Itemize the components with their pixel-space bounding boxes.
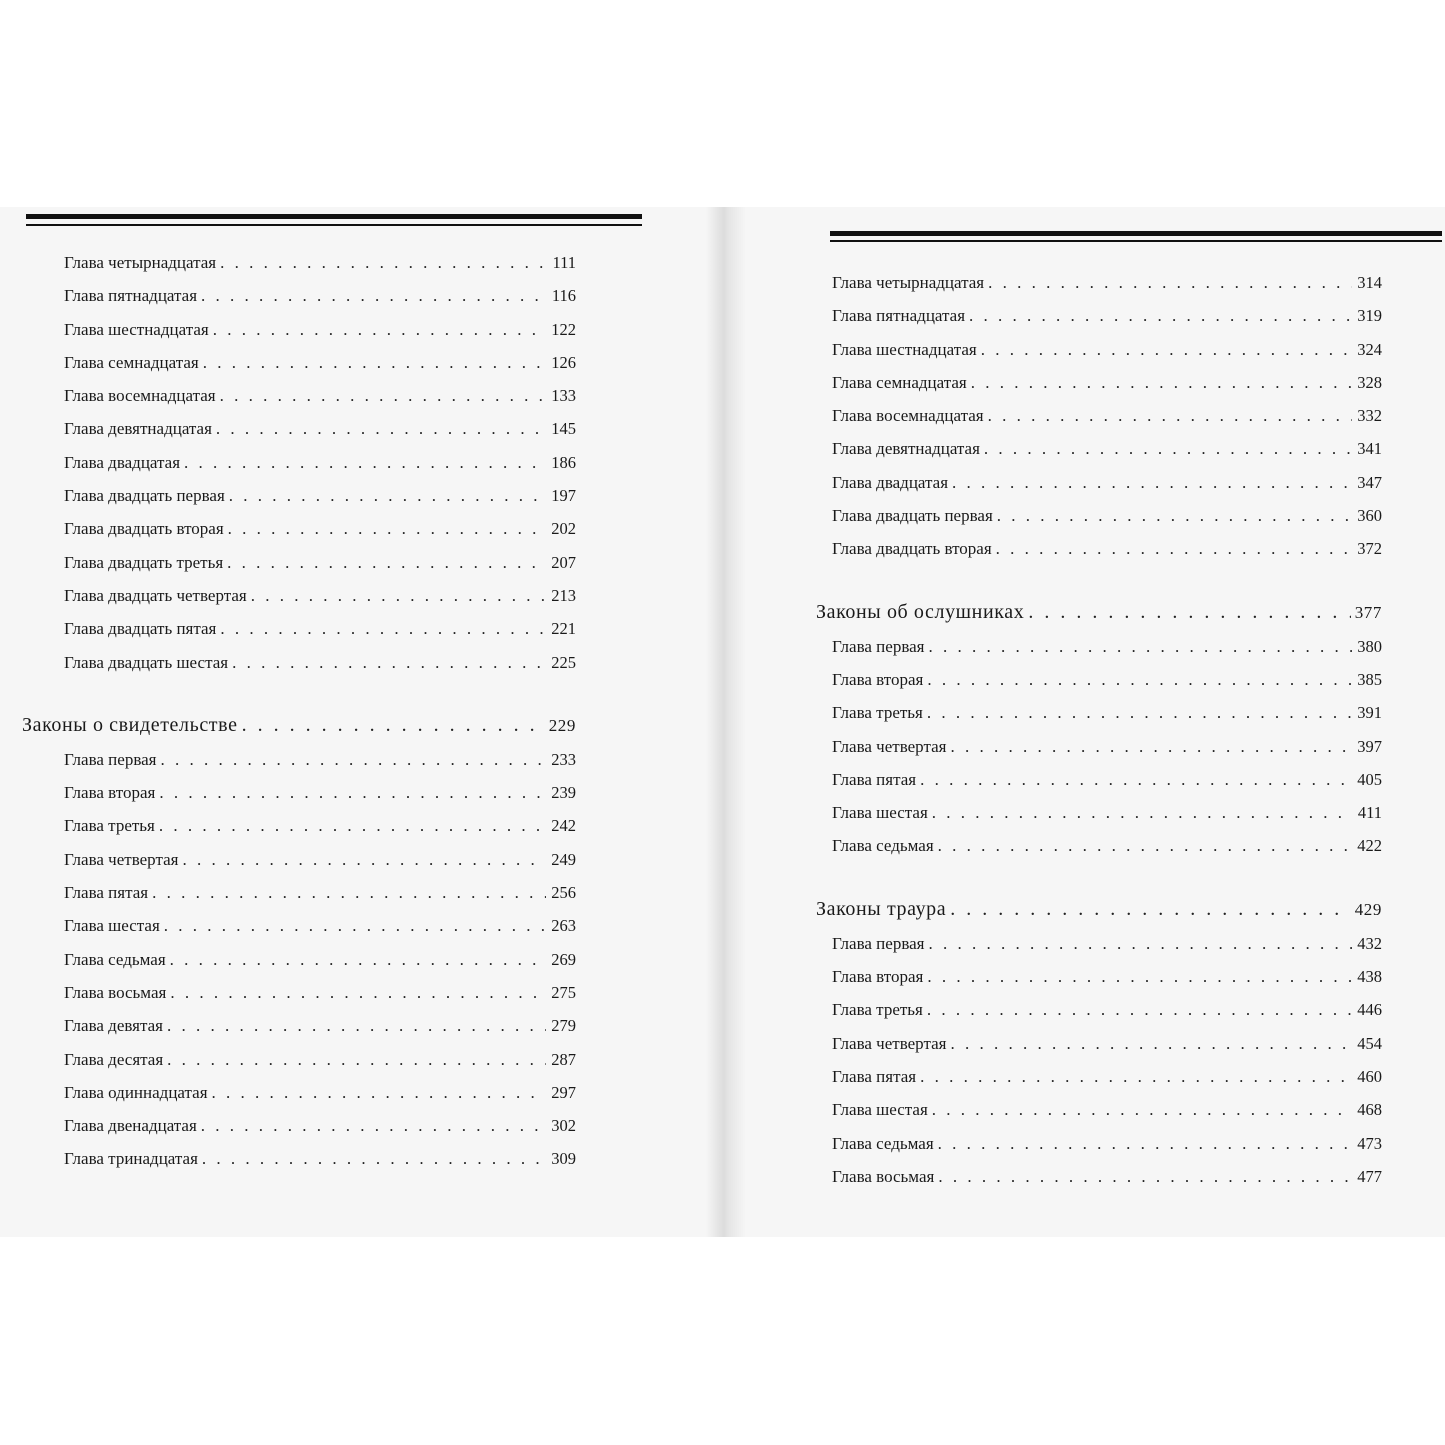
toc-entry	[56, 1016, 576, 1049]
dot-leader	[938, 1167, 1352, 1187]
dot-leader	[927, 703, 1352, 723]
page-number: 116	[551, 286, 576, 306]
chapter-title: Глава шестая	[64, 916, 160, 936]
page-number: 287	[551, 1049, 576, 1069]
dot-leader	[167, 1016, 546, 1036]
chapter-title: Глава четвертая	[832, 1033, 947, 1053]
dot-leader	[167, 1050, 546, 1070]
dot-leader	[201, 1116, 546, 1136]
page-number: 460	[1357, 1066, 1382, 1086]
chapter-title: Глава шестнадцатая	[832, 339, 977, 359]
dot-leader	[950, 737, 1352, 757]
toc-entry	[56, 320, 576, 353]
page-number: 145	[551, 419, 576, 439]
section-page-number: 429	[1354, 899, 1382, 919]
toc-entry	[824, 439, 1382, 472]
toc-entry	[56, 286, 576, 319]
dot-leader	[969, 306, 1352, 326]
page-number: 297	[551, 1082, 576, 1102]
chapter-title: Глава четвертая	[64, 849, 179, 869]
chapter-title: Глава третья	[832, 1000, 923, 1020]
toc-entry	[56, 1149, 576, 1182]
chapter-title: Глава восемнадцатая	[64, 386, 216, 406]
toc-entry	[56, 1116, 576, 1149]
page-number: 347	[1357, 472, 1382, 492]
page-number: 225	[551, 652, 576, 672]
toc-entry	[824, 703, 1382, 736]
page-number: 422	[1357, 836, 1382, 856]
toc-entry	[824, 934, 1382, 967]
toc-entry	[824, 273, 1382, 306]
header-rule-thick	[26, 214, 642, 219]
dot-leader	[229, 486, 546, 506]
toc-entry	[56, 750, 576, 783]
toc-entry	[824, 306, 1382, 339]
toc-entry	[824, 836, 1382, 869]
toc-entry	[56, 253, 576, 286]
chapter-title: Глава шестнадцатая	[64, 319, 209, 339]
dot-leader	[950, 1034, 1352, 1054]
dot-leader	[1028, 601, 1350, 624]
toc-entry	[824, 670, 1382, 703]
dot-leader	[927, 967, 1352, 987]
dot-leader	[927, 670, 1352, 690]
page-number: 332	[1357, 406, 1382, 426]
chapter-title: Глава третья	[64, 816, 155, 836]
section-page-number: 377	[1354, 602, 1382, 622]
page-number: 242	[551, 816, 576, 836]
table-of-contents	[816, 273, 1382, 1200]
page-number: 122	[551, 319, 576, 339]
page-number: 263	[551, 916, 576, 936]
dot-leader	[981, 340, 1352, 360]
toc-entry	[824, 637, 1382, 670]
chapter-title: Глава вторая	[64, 783, 156, 803]
section-title: Законы траура	[816, 897, 947, 920]
page-number: 446	[1357, 1000, 1382, 1020]
dot-leader	[216, 419, 546, 439]
page-number: 256	[551, 883, 576, 903]
toc-entry	[56, 619, 576, 652]
page-number: 126	[551, 352, 576, 372]
toc-entry	[56, 653, 576, 686]
chapter-list	[56, 253, 576, 686]
page-number: 302	[551, 1116, 576, 1136]
toc-entry	[824, 737, 1382, 770]
chapter-list	[56, 750, 576, 1183]
toc-entry	[56, 386, 576, 419]
dot-leader	[929, 934, 1353, 954]
chapter-title: Глава двадцать четвертая	[64, 585, 247, 605]
chapter-title: Глава двадцать пятая	[64, 619, 217, 639]
dot-leader	[971, 373, 1352, 393]
toc-entry	[56, 783, 576, 816]
chapter-title: Глава шестая	[832, 803, 928, 823]
dot-leader	[170, 950, 546, 970]
chapter-title: Глава девятая	[64, 1016, 163, 1036]
chapter-title: Глава двадцатая	[832, 472, 949, 492]
page-number: 411	[1357, 803, 1382, 823]
dot-leader	[984, 439, 1352, 459]
toc-entry	[824, 967, 1382, 1000]
page-number: 405	[1357, 769, 1382, 789]
dot-leader	[202, 1149, 546, 1169]
dot-leader	[203, 353, 546, 373]
page-number: 309	[551, 1149, 576, 1169]
dot-leader	[929, 637, 1353, 657]
chapter-title: Глава первая	[64, 749, 157, 769]
section-heading	[816, 898, 1382, 934]
section-page-number: 229	[548, 715, 576, 735]
page-number: 473	[1357, 1133, 1382, 1153]
toc-entry	[56, 816, 576, 849]
page-number: 432	[1357, 933, 1382, 953]
chapter-title: Глава вторая	[832, 967, 924, 987]
toc-entry	[824, 803, 1382, 836]
chapter-title: Глава одиннадцатая	[64, 1082, 208, 1102]
toc-entry	[824, 373, 1382, 406]
page-number: 468	[1357, 1100, 1382, 1120]
toc-entry	[824, 770, 1382, 803]
header-rule-thick	[830, 231, 1442, 236]
header-rule-thin	[830, 240, 1442, 242]
chapter-title: Глава первая	[832, 636, 925, 656]
chapter-title: Глава двадцать третья	[64, 552, 224, 572]
page-number: 133	[551, 386, 576, 406]
chapter-title: Глава пятнадцатая	[64, 286, 198, 306]
page-number: 249	[551, 849, 576, 869]
chapter-list	[824, 934, 1382, 1200]
toc-entry	[56, 486, 576, 519]
page-number: 341	[1357, 439, 1382, 459]
chapter-title: Глава первая	[832, 933, 925, 953]
chapter-title: Глава восьмая	[64, 982, 167, 1002]
chapter-title: Глава пятая	[832, 1066, 917, 1086]
chapter-title: Глава двенадцатая	[64, 1116, 197, 1136]
page-number: 213	[551, 585, 576, 605]
chapter-title: Глава двадцать шестая	[64, 652, 229, 672]
page-number: 380	[1357, 636, 1382, 656]
dot-leader	[932, 1100, 1352, 1120]
chapter-title: Глава двадцать вторая	[64, 519, 224, 539]
section-title: Законы об ослушниках	[816, 600, 1025, 623]
chapter-title: Глава четырнадцатая	[64, 253, 217, 272]
toc-entry	[56, 916, 576, 949]
dot-leader	[988, 406, 1352, 426]
chapter-title: Глава восьмая	[832, 1166, 935, 1186]
page-number: 360	[1357, 506, 1382, 526]
dot-leader	[213, 320, 546, 340]
page-number: 239	[551, 783, 576, 803]
dot-leader	[161, 750, 547, 770]
toc-entry	[56, 950, 576, 983]
toc-entry	[824, 1167, 1382, 1200]
toc-entry	[56, 883, 576, 916]
chapter-title: Глава пятнадцатая	[832, 306, 966, 326]
chapter-title: Глава седьмая	[64, 949, 166, 969]
page-number: 319	[1357, 306, 1382, 326]
dot-leader	[220, 386, 546, 406]
chapter-title: Глава двадцать первая	[64, 486, 225, 506]
dot-leader	[227, 553, 546, 573]
chapter-title: Глава семнадцатая	[832, 372, 967, 392]
dot-leader	[164, 916, 546, 936]
chapter-title: Глава третья	[832, 703, 923, 723]
toc-entry	[824, 1100, 1382, 1133]
section-heading	[22, 714, 576, 750]
page-number: 207	[551, 552, 576, 572]
dot-leader	[228, 519, 546, 539]
right-page	[746, 207, 1445, 1237]
dot-leader	[927, 1000, 1352, 1020]
toc-entry	[56, 983, 576, 1016]
chapter-title: Глава двадцать вторая	[832, 539, 992, 559]
chapter-title: Глава девятнадцатая	[832, 439, 980, 459]
dot-leader	[997, 506, 1352, 526]
toc-entry	[824, 1034, 1382, 1067]
toc-entry	[56, 453, 576, 486]
page-number: 111	[552, 253, 576, 272]
section-title: Законы о свидетельстве	[22, 713, 238, 736]
toc-entry	[824, 340, 1382, 373]
dot-leader	[920, 770, 1352, 790]
chapter-title: Глава семнадцатая	[64, 352, 199, 372]
table-of-contents	[22, 253, 576, 1183]
toc-entry	[824, 1134, 1382, 1167]
dot-leader	[159, 783, 546, 803]
dot-leader	[220, 619, 546, 639]
chapter-title: Глава двадцать первая	[832, 506, 993, 526]
chapter-title: Глава пятая	[832, 769, 917, 789]
section-heading	[816, 601, 1382, 637]
page-number: 397	[1357, 736, 1382, 756]
page-number: 324	[1357, 339, 1382, 359]
header-rule-thin	[26, 224, 642, 226]
toc-entry	[824, 473, 1382, 506]
page-number: 391	[1357, 703, 1382, 723]
toc-entry	[56, 553, 576, 586]
page-number: 221	[551, 619, 576, 639]
book-gutter	[706, 207, 746, 1237]
page-number: 233	[551, 749, 576, 769]
dot-leader	[232, 653, 546, 673]
toc-entry	[56, 586, 576, 619]
chapter-title: Глава четырнадцатая	[832, 273, 985, 292]
toc-entry	[56, 353, 576, 386]
page-number: 279	[551, 1016, 576, 1036]
dot-leader	[950, 898, 1350, 921]
dot-leader	[242, 714, 545, 737]
chapter-title: Глава седьмая	[832, 1133, 934, 1153]
page-number: 186	[551, 452, 576, 472]
chapter-title: Глава девятнадцатая	[64, 419, 212, 439]
chapter-title: Глава шестая	[832, 1100, 928, 1120]
page-number: 372	[1357, 539, 1382, 559]
toc-entry	[56, 1083, 576, 1116]
chapter-list	[824, 637, 1382, 870]
page-number: 438	[1357, 967, 1382, 987]
chapter-title: Глава седьмая	[832, 836, 934, 856]
dot-leader	[952, 473, 1352, 493]
page-number: 328	[1357, 372, 1382, 392]
dot-leader	[996, 539, 1352, 559]
chapter-title: Глава восемнадцатая	[832, 406, 984, 426]
page-number: 197	[551, 486, 576, 506]
page-number: 477	[1357, 1166, 1382, 1186]
dot-leader	[182, 850, 546, 870]
page-number: 202	[551, 519, 576, 539]
toc-entry	[56, 419, 576, 452]
dot-leader	[988, 273, 1352, 293]
dot-leader	[251, 586, 546, 606]
left-page	[0, 207, 706, 1237]
chapter-title: Глава пятая	[64, 883, 149, 903]
dot-leader	[152, 883, 546, 903]
chapter-title: Глава десятая	[64, 1049, 164, 1069]
dot-leader	[212, 1083, 546, 1103]
toc-entry	[824, 539, 1382, 572]
toc-entry	[56, 519, 576, 552]
chapter-title: Глава двадцатая	[64, 452, 181, 472]
dot-leader	[920, 1067, 1352, 1087]
chapter-list	[824, 273, 1382, 573]
toc-entry	[56, 1050, 576, 1083]
toc-entry	[824, 506, 1382, 539]
dot-leader	[932, 803, 1352, 823]
dot-leader	[938, 1134, 1352, 1154]
dot-leader	[201, 286, 546, 306]
toc-entry	[824, 406, 1382, 439]
page-number: 269	[551, 949, 576, 969]
dot-leader	[170, 983, 546, 1003]
toc-entry	[824, 1000, 1382, 1033]
dot-leader	[938, 836, 1352, 856]
chapter-title: Глава тринадцатая	[64, 1149, 198, 1169]
page-number: 454	[1357, 1033, 1382, 1053]
toc-entry	[56, 850, 576, 883]
book-spread	[0, 207, 1445, 1237]
page-number: 314	[1357, 273, 1382, 292]
chapter-title: Глава вторая	[832, 669, 924, 689]
dot-leader	[220, 253, 546, 273]
toc-entry	[824, 1067, 1382, 1100]
dot-leader	[159, 816, 546, 836]
page-number: 385	[1357, 669, 1382, 689]
dot-leader	[184, 453, 546, 473]
chapter-title: Глава четвертая	[832, 736, 947, 756]
page-number: 275	[551, 982, 576, 1002]
